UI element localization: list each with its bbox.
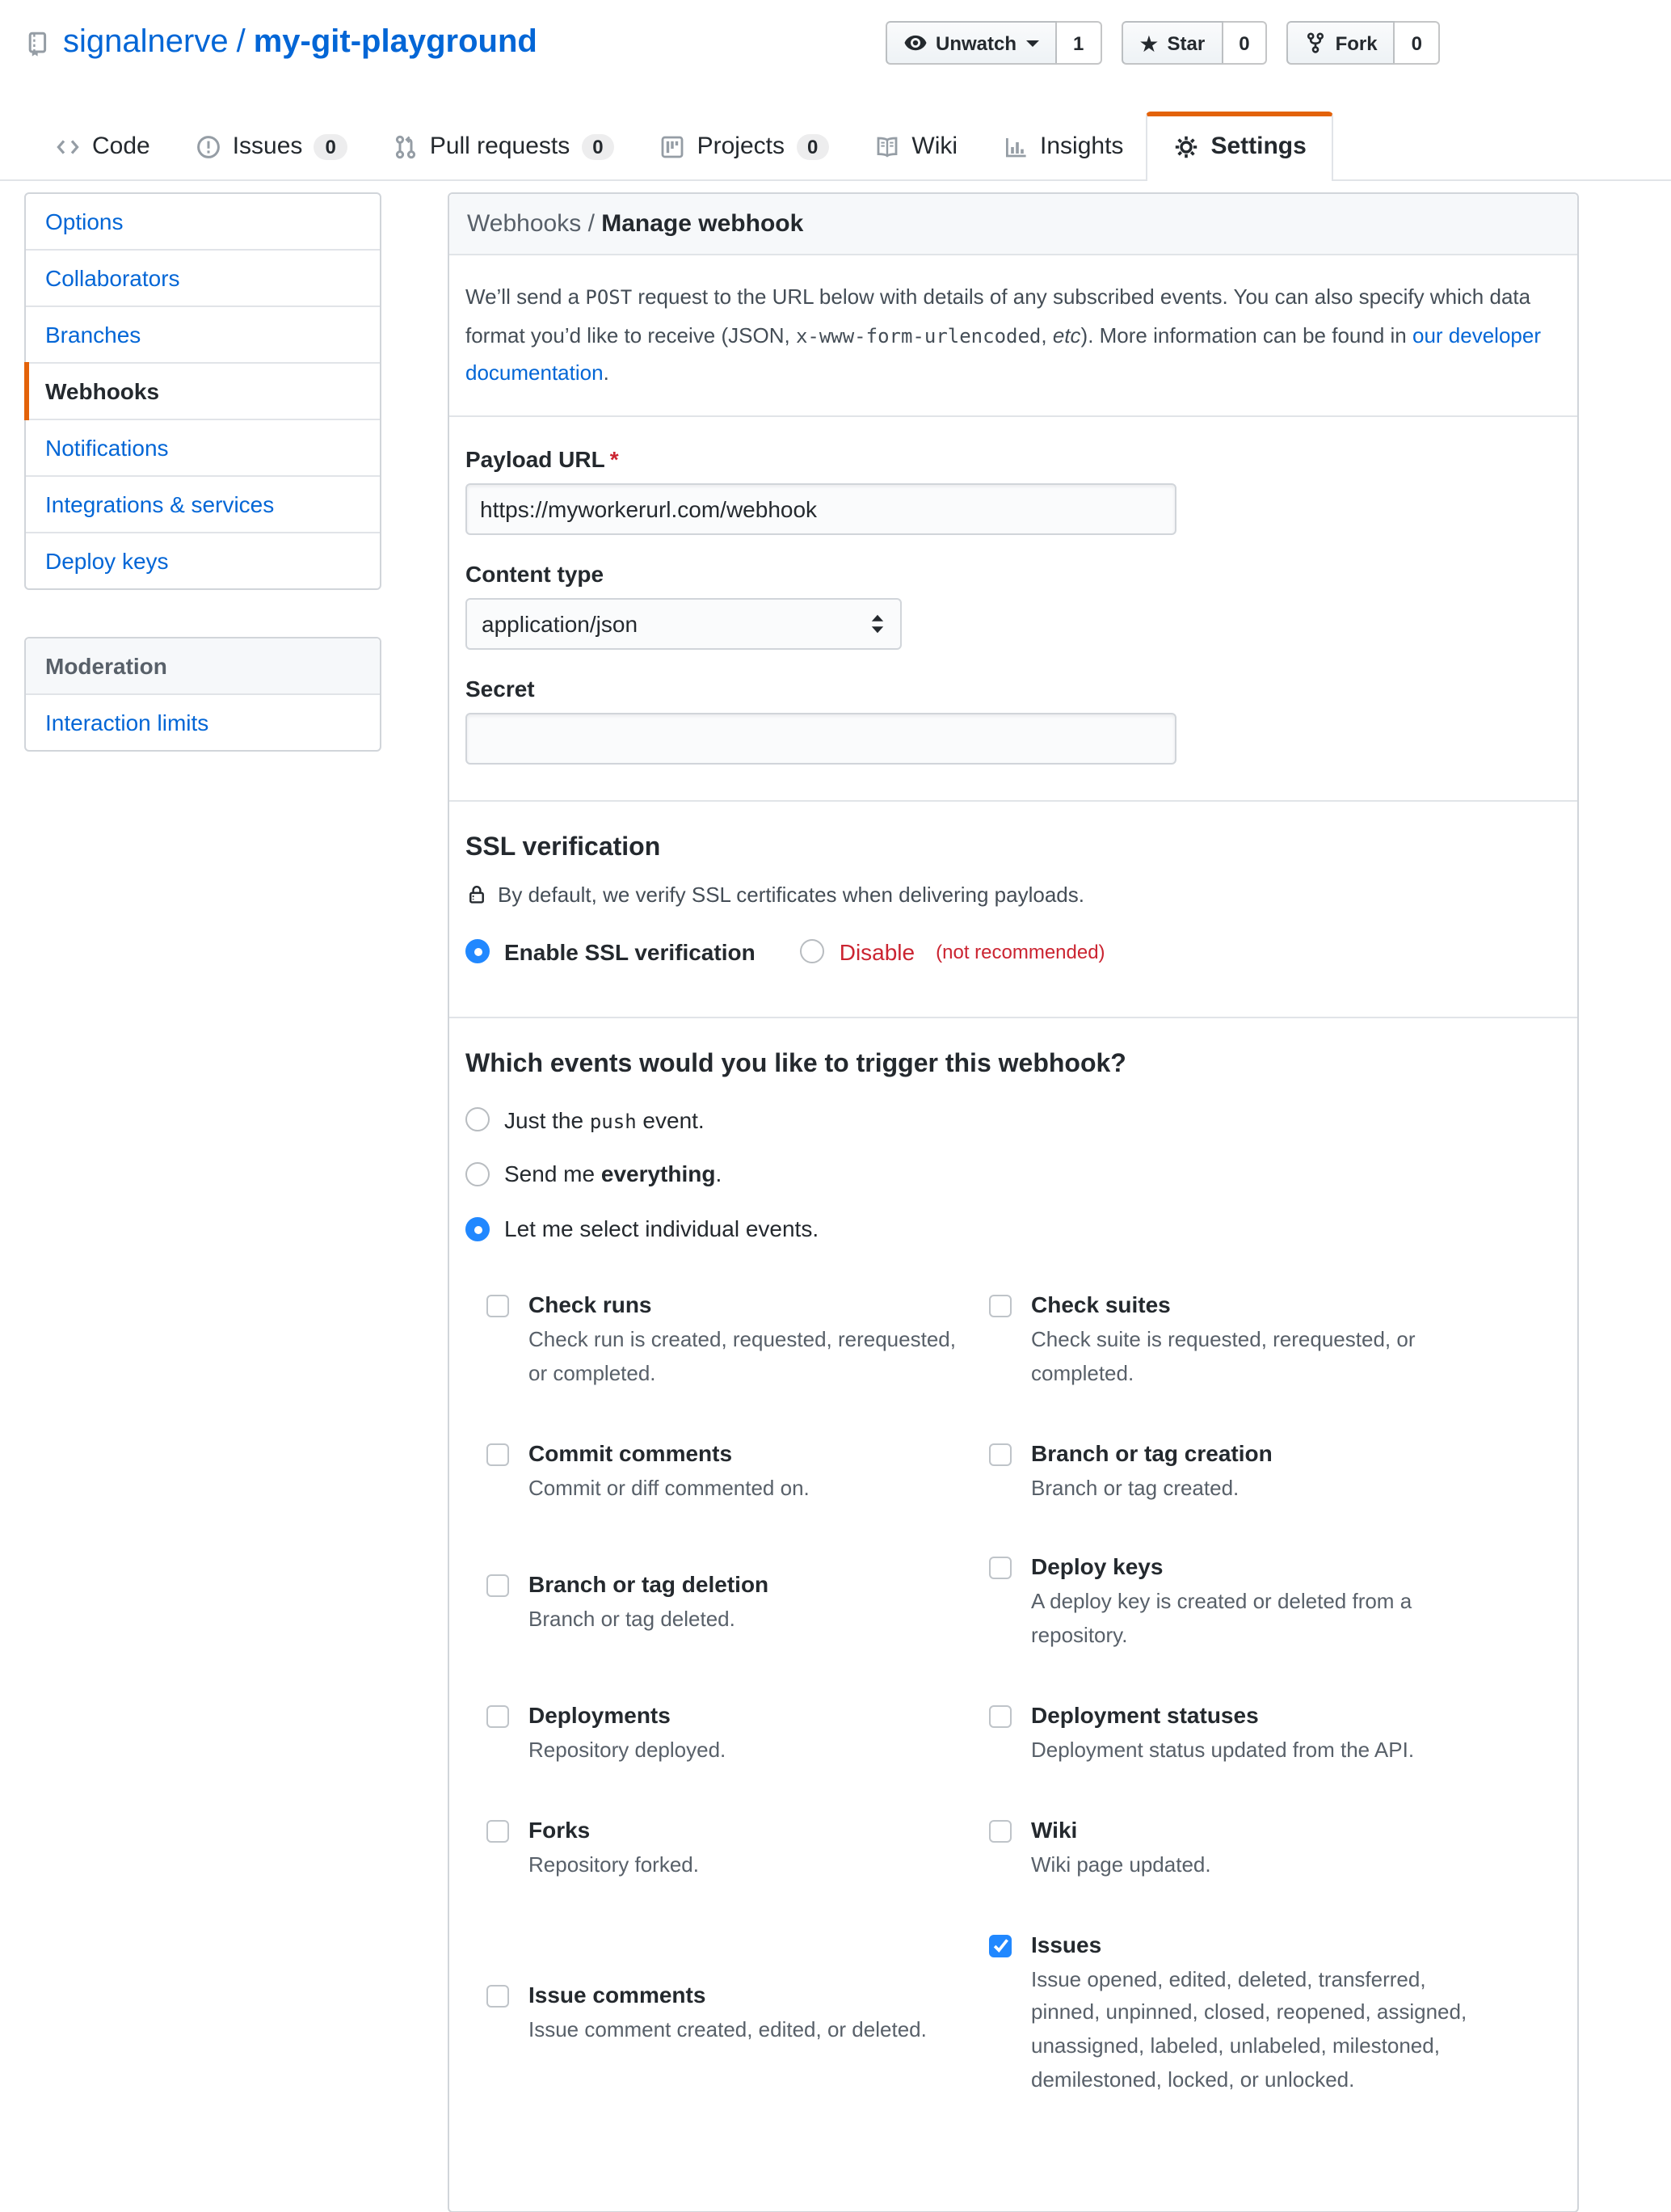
tab-insights-label: Insights — [1040, 133, 1124, 160]
repo-owner-link[interactable]: signalnerve — [63, 24, 229, 60]
event-desc: Branch or tag deleted. — [528, 1606, 735, 1631]
sidebar-item-integrations[interactable]: Integrations & services — [26, 477, 380, 533]
disable-ssl-note: (not recommended) — [936, 940, 1105, 963]
eye-icon — [903, 31, 928, 55]
breadcrumb-webhooks-link[interactable]: Webhooks — [467, 210, 582, 238]
event-wiki — [989, 1817, 1561, 1883]
wiki-checkbox[interactable] — [989, 1820, 1012, 1843]
content-type-label: Content type — [465, 560, 604, 587]
commit-comments-checkbox[interactable] — [486, 1443, 509, 1465]
event-title: Deploy keys — [1031, 1553, 1164, 1580]
star-group — [1121, 21, 1267, 65]
repo-title — [24, 24, 537, 61]
intro-section — [449, 255, 1577, 416]
event-option-individual — [465, 1216, 1561, 1243]
required-asterisk: * — [609, 445, 619, 472]
event-check-suites — [989, 1291, 1561, 1391]
event-title: Deployment statuses — [1031, 1701, 1259, 1728]
select-arrows-icon — [869, 610, 886, 636]
tab-code-label: Code — [92, 133, 150, 160]
event-title: Wiki — [1031, 1816, 1078, 1843]
webhook-form-section — [449, 416, 1577, 801]
event-deployments — [486, 1702, 989, 1768]
tab-wiki-label: Wiki — [911, 133, 958, 160]
tab-insights[interactable] — [980, 113, 1146, 179]
breadcrumb — [449, 194, 1577, 255]
urlencoded-code: x-www-form-urlencoded — [795, 324, 1042, 348]
issue-icon — [196, 133, 221, 159]
push-event-label: Just the push event. — [504, 1106, 705, 1133]
deployment-statuses-checkbox[interactable] — [989, 1705, 1012, 1728]
repo-nav-bar — [0, 112, 1671, 181]
star-icon: ★ — [1139, 30, 1160, 56]
tab-settings-label: Settings — [1210, 133, 1307, 160]
repo-separator: / — [236, 24, 246, 60]
tab-projects-label: Projects — [697, 133, 785, 160]
event-commit-comments — [486, 1439, 989, 1506]
secret-label: Secret — [465, 675, 535, 702]
forks-checkbox[interactable] — [486, 1820, 509, 1843]
event-issue-comments — [486, 1981, 989, 2047]
repo-header — [24, 0, 1579, 65]
event-issues — [989, 1931, 1561, 2097]
sidebar-item-collaborators[interactable]: Collaborators — [26, 251, 380, 307]
tab-pull-requests-label: Pull requests — [429, 133, 570, 160]
post-code: POST — [585, 286, 633, 309]
event-desc: Deployment status updated from the API. — [1031, 1737, 1415, 1762]
event-desc: Issue comment created, edited, or deleted. — [528, 2016, 927, 2041]
issues-checkbox[interactable] — [989, 1934, 1012, 1957]
breadcrumb-separator: / — [587, 210, 595, 238]
ssl-section — [449, 801, 1577, 1018]
payload-url-input[interactable] — [465, 482, 1176, 534]
webhook-panel — [448, 192, 1579, 2212]
enable-ssl-radio[interactable] — [465, 939, 490, 963]
event-desc: Repository deployed. — [528, 1737, 726, 1762]
issue-comments-checkbox[interactable] — [486, 1984, 509, 2007]
individual-events-label: Let me select individual events. — [504, 1216, 819, 1242]
event-forks — [486, 1817, 989, 1883]
event-title: Issues — [1031, 1931, 1102, 1957]
watch-count[interactable]: 1 — [1057, 21, 1101, 65]
etc-emphasis: etc — [1052, 322, 1081, 348]
sidebar-item-branches[interactable]: Branches — [26, 307, 380, 364]
gear-icon — [1173, 133, 1199, 159]
deployments-checkbox[interactable] — [486, 1705, 509, 1728]
event-title: Commit comments — [528, 1439, 733, 1466]
pull-requests-count-badge: 0 — [581, 133, 614, 159]
individual-events-radio[interactable] — [465, 1217, 490, 1241]
ssl-note: By default, we verify SSL certificates when delivering payloads. — [465, 882, 1561, 906]
sidebar-item-interaction-limits[interactable]: Interaction limits — [45, 710, 209, 735]
repo-book-icon — [24, 30, 50, 56]
developer-documentation-link[interactable]: our developer documentation — [465, 322, 1541, 386]
repo-actions — [886, 21, 1440, 65]
event-desc: Wiki page updated. — [1031, 1852, 1211, 1877]
event-title: Forks — [528, 1816, 591, 1843]
content-type-value: application/json — [482, 610, 638, 637]
deploy-keys-checkbox[interactable] — [989, 1557, 1012, 1580]
settings-menu — [24, 192, 381, 590]
tab-wiki[interactable] — [852, 113, 980, 179]
intro-paragraph: We’ll send a POST request to the URL below with details of any subscribed events. You can also specify which data format you’d like to receive (JSON, x-www-form-urlencoded, etc). More information can be found in our developer documentation. — [465, 284, 1541, 386]
event-title: Check suites — [1031, 1291, 1171, 1317]
repo-nav — [24, 112, 1579, 179]
event-branch-creation — [989, 1439, 1561, 1506]
code-icon — [55, 133, 81, 159]
sidebar-item-options[interactable]: Options — [26, 194, 380, 251]
unwatch-button[interactable] — [886, 21, 1057, 65]
event-option-push — [465, 1106, 1561, 1134]
payload-url-label: Payload URL * — [465, 445, 619, 472]
fork-group — [1287, 21, 1440, 65]
check-suites-checkbox[interactable] — [989, 1295, 1012, 1317]
pull-request-icon — [393, 133, 419, 159]
fork-count[interactable]: 0 — [1395, 21, 1440, 65]
graph-icon — [1003, 133, 1029, 159]
star-count[interactable]: 0 — [1223, 21, 1267, 65]
event-title: Branch or tag deletion — [528, 1570, 769, 1597]
chevron-down-icon — [1026, 40, 1039, 53]
ssl-title: SSL verification — [465, 833, 661, 862]
projects-count-badge: 0 — [796, 133, 829, 159]
event-title: Issue comments — [528, 1981, 706, 2008]
event-deployment-statuses — [989, 1702, 1561, 1768]
event-desc: Issue opened, edited, deleted, transferred, pinned, unpinned, closed, reopened, assigned, unassigned, labeled, unlabeled, milestoned, demilestoned, locked, or unlocked. — [1031, 1966, 1467, 2092]
everything-label: Send me everything. — [504, 1161, 722, 1187]
events-question: Which events would you like to trigger this webhook? — [465, 1050, 1126, 1078]
unwatch-label: Unwatch — [936, 32, 1017, 54]
disable-ssl-option — [801, 938, 1105, 964]
event-desc: A deploy key is created or deleted from a repository. — [1031, 1589, 1412, 1648]
fork-button[interactable] — [1287, 21, 1395, 65]
event-desc: Repository forked. — [528, 1852, 699, 1877]
tab-issues-label: Issues — [232, 133, 303, 160]
check-runs-checkbox[interactable] — [486, 1295, 509, 1317]
event-deploy-keys — [989, 1554, 1561, 1654]
enable-ssl-option — [465, 938, 756, 964]
event-desc: Branch or tag created. — [1031, 1475, 1240, 1500]
event-title: Branch or tag creation — [1031, 1439, 1273, 1466]
branch-deletion-checkbox[interactable] — [486, 1574, 509, 1597]
tab-issues[interactable] — [173, 113, 370, 179]
repo-name-link[interactable]: my-git-playground — [253, 24, 537, 60]
event-checkbox-grid — [486, 1291, 1561, 2098]
project-icon — [660, 133, 686, 159]
star-label: Star — [1167, 32, 1206, 54]
sidebar-item-deploy-keys[interactable]: Deploy keys — [45, 548, 169, 574]
content-type-select[interactable] — [465, 597, 902, 649]
tab-projects[interactable] — [638, 113, 852, 179]
sidebar-item-notifications[interactable]: Notifications — [26, 420, 380, 477]
enable-ssl-label: Enable SSL verification — [504, 938, 756, 965]
tab-pull-requests[interactable] — [370, 113, 638, 179]
tab-code[interactable] — [32, 113, 173, 179]
issues-count-badge: 0 — [314, 133, 347, 159]
lock-icon — [465, 882, 488, 906]
event-title: Check runs — [528, 1291, 652, 1317]
events-section — [449, 1018, 1577, 2210]
watch-group — [886, 21, 1101, 65]
tab-settings[interactable] — [1146, 112, 1333, 181]
branch-creation-checkbox[interactable] — [989, 1443, 1012, 1465]
fork-label: Fork — [1335, 32, 1378, 54]
secret-input[interactable] — [465, 712, 1176, 764]
event-desc: Check suite is requested, rerequested, or completed. — [1031, 1326, 1416, 1385]
event-desc: Check run is created, requested, rerequested, or completed. — [528, 1326, 956, 1385]
book-icon — [874, 133, 900, 159]
push-code: push — [589, 1110, 637, 1133]
disable-ssl-radio[interactable] — [801, 939, 825, 963]
event-branch-deletion — [486, 1571, 989, 1637]
event-option-everything — [465, 1161, 1561, 1189]
event-check-runs — [486, 1291, 989, 1391]
star-button[interactable] — [1121, 21, 1223, 65]
settings-sidebar — [24, 192, 381, 798]
moderation-menu — [24, 637, 381, 752]
everything-radio[interactable] — [465, 1163, 490, 1187]
push-event-radio[interactable] — [465, 1108, 490, 1132]
breadcrumb-current: Manage webhook — [601, 210, 804, 238]
disable-ssl-label: Disable — [839, 938, 915, 965]
event-title: Deployments — [528, 1701, 671, 1728]
fork-icon — [1305, 31, 1328, 55]
event-desc: Commit or diff commented on. — [528, 1475, 810, 1500]
moderation-header: Moderation — [26, 638, 380, 695]
sidebar-item-webhooks[interactable]: Webhooks — [26, 364, 380, 420]
